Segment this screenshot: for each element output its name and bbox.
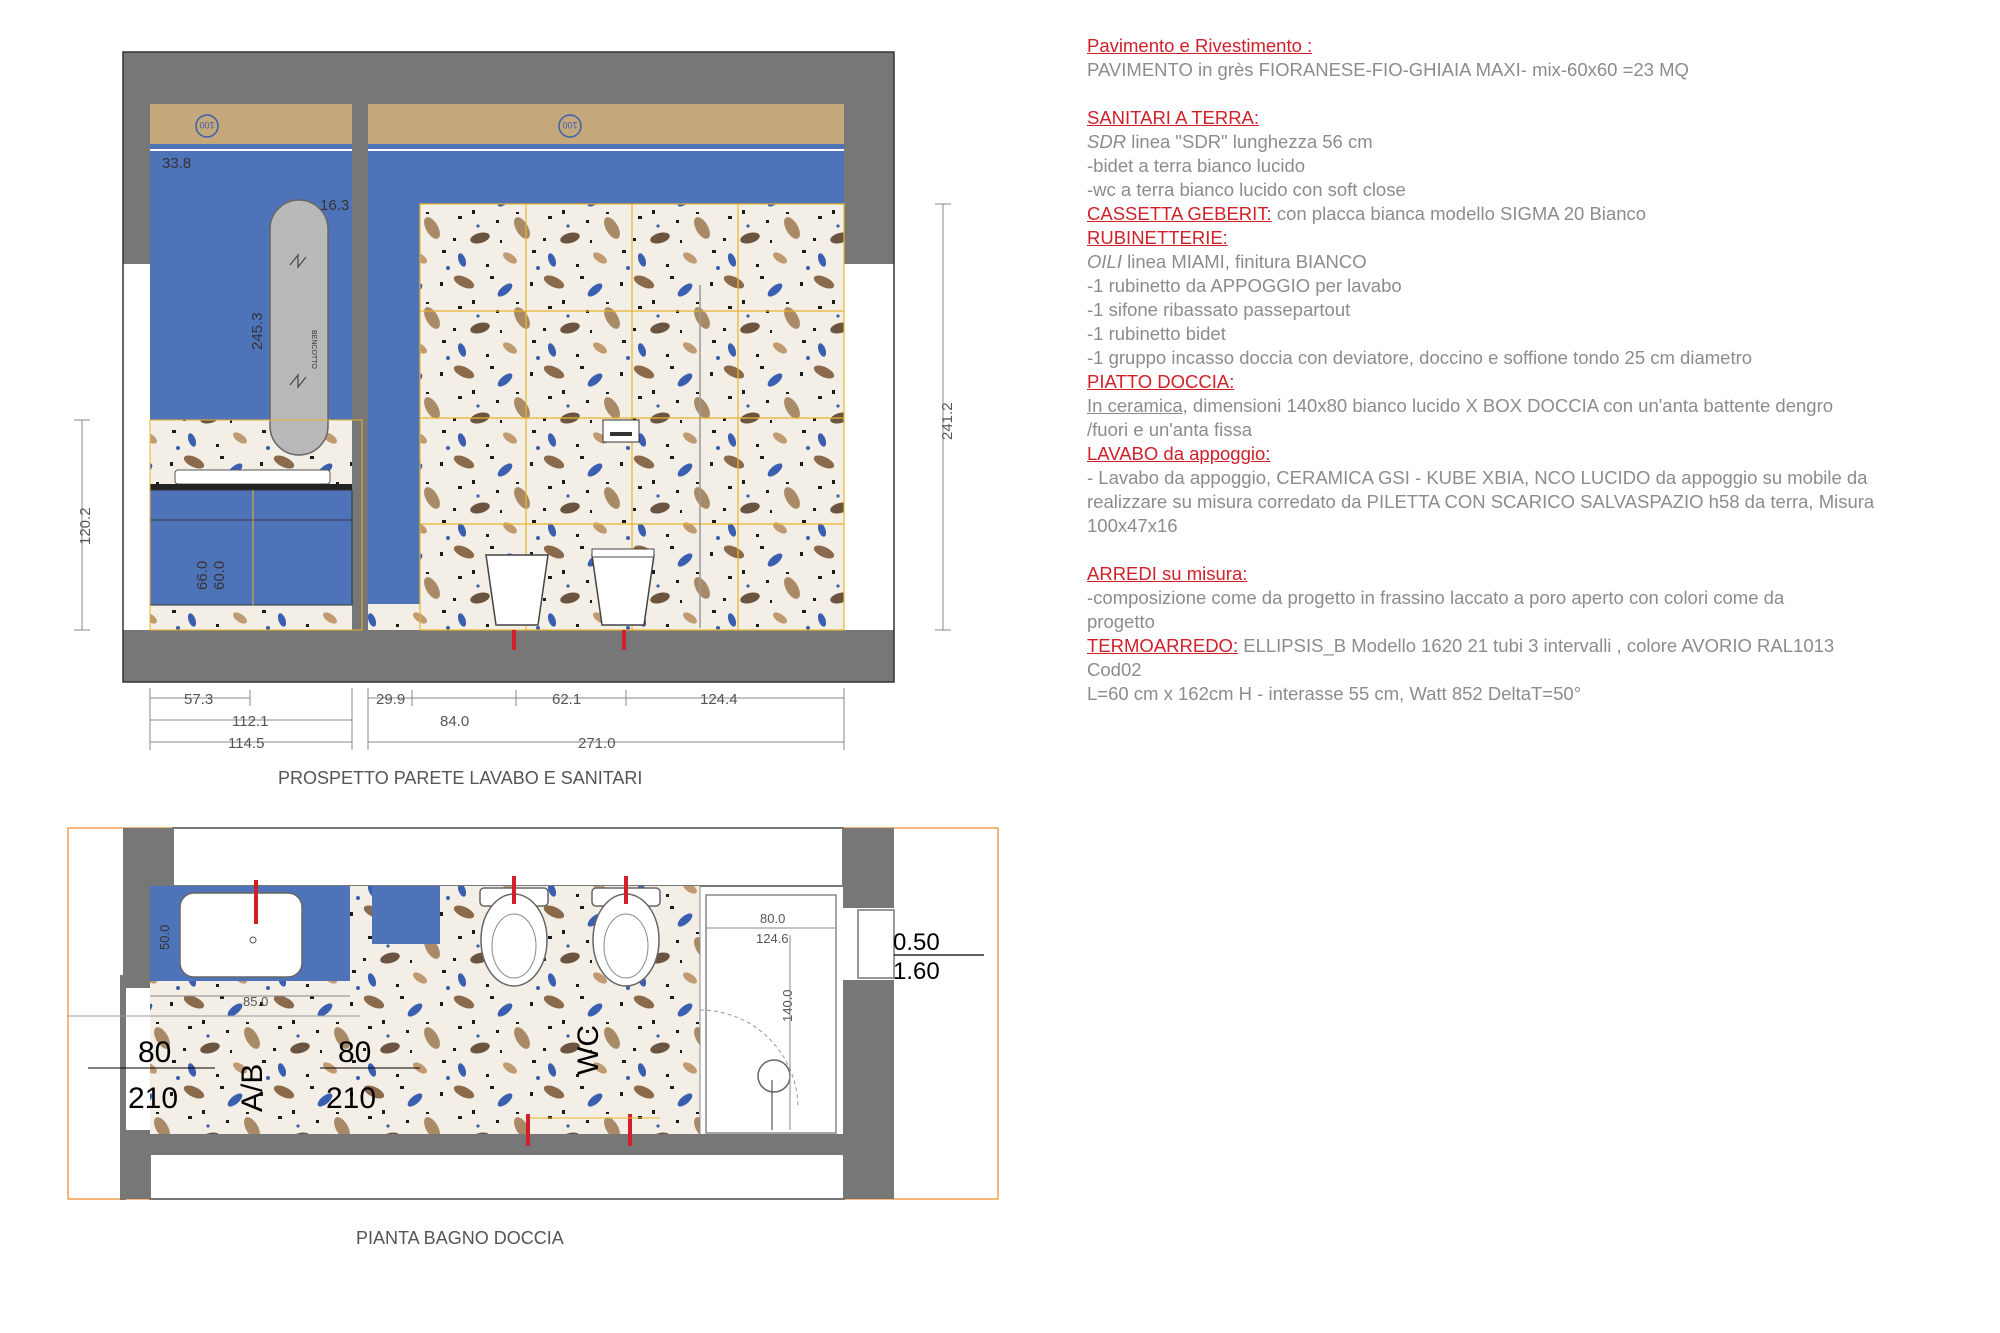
dim-bottom-g: 124.4 xyxy=(700,691,738,708)
plan-bidet xyxy=(481,894,547,986)
window-height: 1.60 xyxy=(893,958,940,985)
plan-sink xyxy=(180,893,302,977)
wc-tag: WC xyxy=(572,1025,605,1075)
plan-dim-sink-depth: 50.0 xyxy=(157,924,172,950)
plan-wc xyxy=(593,894,659,986)
dim-bottom-f: 62.1 xyxy=(552,691,582,708)
dim-wall-height: 241.2 xyxy=(939,402,956,440)
plan-dim-shower-w: 80.0 xyxy=(760,911,786,926)
note-lavabo-3: 100x47x16 xyxy=(1087,515,1178,536)
plan-dim-shower-l: 124.6 xyxy=(756,931,789,946)
dim-bottom-c: 114.5 xyxy=(228,735,265,752)
note-arredi-1: -composizione come da progetto in frassino laccato a poro aperto con colori come da xyxy=(1087,587,1785,608)
dim-band-upper: 16.3 xyxy=(320,197,350,214)
bidet-elevation xyxy=(486,555,548,625)
note-heading-lavabo: LAVABO da appoggio: xyxy=(1087,443,1271,464)
note-tap-1: -1 rubinetto da APPOGGIO per lavabo xyxy=(1087,275,1402,296)
note-termo-2: Cod02 xyxy=(1087,659,1142,680)
note-termo-3: L=60 cm x 162cm H - interasse 55 cm, Watt 852 DeltaT=50° xyxy=(1087,683,1582,704)
wood-band-right xyxy=(368,104,844,144)
flush-plate xyxy=(603,420,639,442)
wc-elevation xyxy=(592,555,654,625)
blue-wall-right xyxy=(368,144,844,204)
elevation-pillar xyxy=(352,104,368,634)
plan-caption: PIANTA BAGNO DOCCIA xyxy=(356,1228,564,1248)
door-left-height: 210 xyxy=(128,1082,179,1115)
elevation-floor-slab xyxy=(123,630,894,682)
dim-bottom-b: 112.1 xyxy=(232,713,269,730)
vanity-cabinet xyxy=(150,490,352,605)
mirror-height: 245.3 xyxy=(249,312,266,350)
elevation-caption: PROSPETTO PARETE LAVABO E SANITARI xyxy=(278,768,643,788)
window-width: 0.50 xyxy=(893,929,940,956)
plan-dim-shower-len: 140.0 xyxy=(780,989,795,1022)
note-heading-doccia: PIATTO DOCCIA: xyxy=(1087,371,1235,392)
note-tap-3: -1 rubinetto bidet xyxy=(1087,323,1226,344)
dim-bottom-e: 84.0 xyxy=(440,713,470,730)
note-heading-arredi: ARREDI su misura: xyxy=(1087,563,1248,584)
note-doccia-1: In ceramica, dimensioni 140x80 bianco lucido X BOX DOCCIA con un'anta battente dengro xyxy=(1087,395,1834,416)
dim-bottom-a: 57.3 xyxy=(184,691,214,708)
svg-text:100: 100 xyxy=(562,120,578,130)
dim-vanity-height: 120.2 xyxy=(77,507,94,545)
wood-band-left xyxy=(150,104,352,144)
elevation-ceiling xyxy=(123,52,894,104)
shower-drain xyxy=(758,1060,790,1092)
note-lavabo-1: - Lavabo da appoggio, CERAMICA GSI - KUBE XBIA, NCO LUCIDO da appoggio su mobile da xyxy=(1087,467,1868,488)
dim-band-left: 33.8 xyxy=(162,155,192,172)
door-left-width: 80 xyxy=(138,1036,172,1069)
note-bidet: -bidet a terra bianco lucido xyxy=(1087,155,1306,176)
door-left-tag: A/B xyxy=(236,1063,269,1112)
plan-window xyxy=(858,910,894,978)
mirror xyxy=(270,200,328,455)
specifications-notes xyxy=(1087,34,1967,706)
note-termo-1: TERMOARREDO: ELLIPSIS_B Modello 1620 21 tubi 3 intervalli , colore AVORIO RAL1013 xyxy=(1087,635,1835,656)
note-heading-flooring: Pavimento e Rivestimento : xyxy=(1087,35,1313,56)
note-geberit: CASSETTA GEBERIT: con placca bianca modello SIGMA 20 Bianco xyxy=(1087,203,1647,224)
vanity-dim-a: 66.0 xyxy=(194,560,211,590)
note-tap-2: -1 sifone ribassato passepartout xyxy=(1087,299,1351,320)
note-heading-rubinetterie: RUBINETTERIE: xyxy=(1087,227,1228,248)
door-right-width: 80 xyxy=(338,1036,372,1069)
door-right-height: 210 xyxy=(326,1082,377,1115)
mirror-brand: BENCOTTO xyxy=(310,330,317,369)
note-wc: -wc a terra bianco lucido con soft close xyxy=(1087,179,1406,200)
note-oili: OILI linea MIAMI, finitura BIANCO xyxy=(1087,251,1367,272)
plan-dim-sink-width: 85.0 xyxy=(243,994,269,1009)
dim-bottom-h: 271.0 xyxy=(578,735,616,752)
note-tap-4: -1 gruppo incasso doccia con deviatore, doccino e soffione tondo 25 cm diametro xyxy=(1087,347,1753,368)
note-flooring: PAVIMENTO in grès FIORANESE-FIO-GHIAIA MAXI- mix-60x60 =23 MQ xyxy=(1087,59,1689,80)
svg-text:100: 100 xyxy=(199,120,215,130)
elevation-drawing xyxy=(74,52,956,752)
note-arredi-2: progetto xyxy=(1087,611,1155,632)
blue-column xyxy=(368,204,420,604)
note-doccia-2: /fuori e un'anta fissa xyxy=(1087,419,1252,440)
vanity-dim-b: 60.0 xyxy=(211,560,228,590)
note-sdr: SDR linea "SDR" lunghezza 56 cm xyxy=(1087,131,1373,152)
note-heading-sanitari: SANITARI A TERRA: xyxy=(1087,107,1260,128)
note-lavabo-2: realizzare su misura corredato da PILETTA CON SCARICO SALVASPAZIO h58 da terra, Misura xyxy=(1087,491,1875,512)
dim-bottom-d: 29.9 xyxy=(376,691,406,708)
plan-drawing xyxy=(68,828,998,1200)
sink-countertop xyxy=(175,470,330,484)
